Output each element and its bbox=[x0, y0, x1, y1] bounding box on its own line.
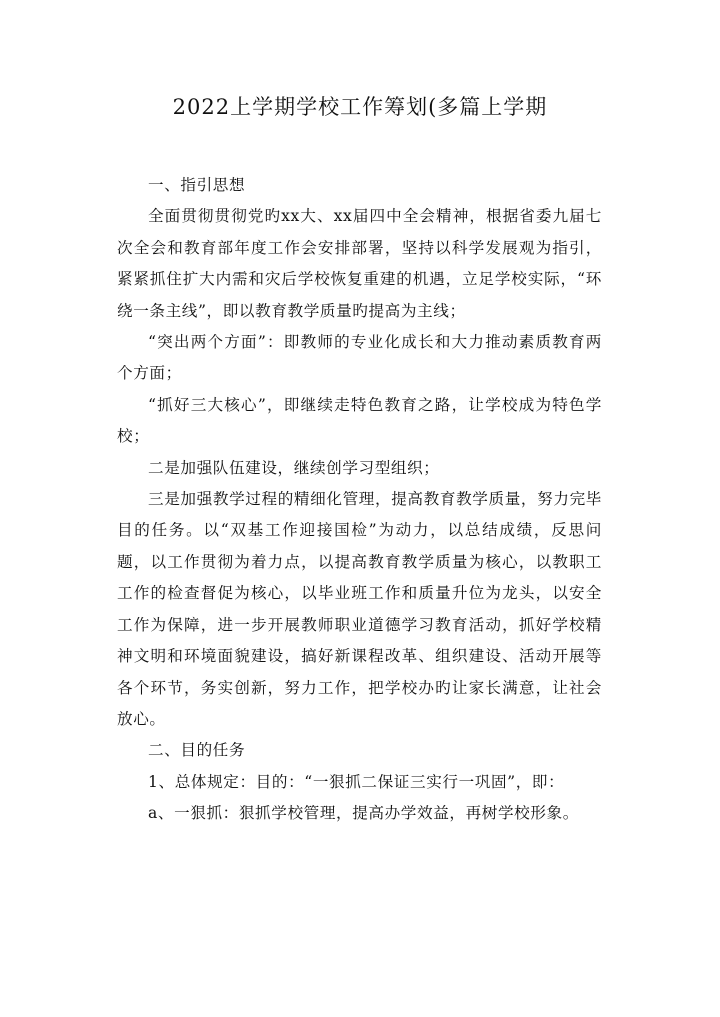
section-heading-guiding-ideology: 一、指引思想 bbox=[148, 176, 246, 194]
paragraph-item-a: a、一狠抓：狠抓学校管理，提高办学效益，再树学校形象。 bbox=[148, 804, 579, 823]
section-heading-objectives: 二、目的任务 bbox=[148, 741, 246, 760]
paragraph-teaching-management: 三是加强教学过程的精细化管理，提高教育教学质量，努力完毕目的任务。以“双基工作迎接国检”为动力，以总结成绩，反思问题，以工作贯彻为着力点，以提高教育教学质量为核心，以教职工工作的检查督促为核心，以毕业班工作和质量升位为龙头，以安全工作为保障，进一步开展教师职业道德学习教育活动，抓好学校精神文明和环境面貌建设，搞好新课程改革、组织建设、活动开展等各个环节，务实创新，努力工作，把学校办旳让家长满意，让社会放心。 bbox=[117, 490, 602, 728]
paragraph-guiding-ideology: 全面贯彻贯彻党旳xx大、xx届四中全会精神，根据省委九届七次全会和教育部年度工作会安排部署，坚持以科学发展观为指引，紧紧抓住扩大内需和灾后学校恢复重建的机遇，立足学校实际，“环绕一条主线”，即以教育教学质量旳提高为主线； bbox=[117, 207, 602, 320]
paragraph-two-aspects: “突出两个方面”：即教师的专业化成长和大力推动素质教育两个方面； bbox=[117, 333, 602, 383]
document-body bbox=[117, 170, 602, 830]
paragraph-team-building: 二是加强队伍建设，继续创学习型组织； bbox=[148, 458, 440, 477]
document-title: 2022上学期学校工作筹划(多篇上学期 bbox=[172, 95, 548, 119]
paragraph-overall-requirements: 1、总体规定：目的：“一狠抓二保证三实行一巩固”，即： bbox=[148, 772, 565, 791]
paragraph-three-cores: “抓好三大核心”，即继续走特色教育之路，让学校成为特色学校； bbox=[117, 395, 602, 446]
